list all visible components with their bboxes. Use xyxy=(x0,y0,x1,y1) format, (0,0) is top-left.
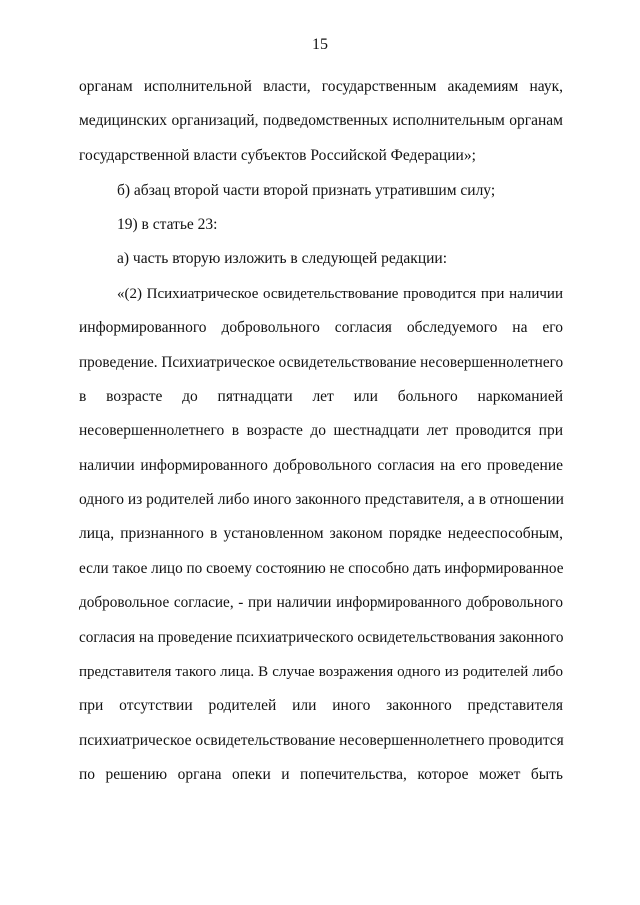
text-line: государственной власти субъектов Российской Федерации»; xyxy=(79,147,476,164)
page-number: 15 xyxy=(312,36,328,53)
text-line: информированного добровольного согласия обследуемого на его xyxy=(79,319,563,336)
text-line: согласия на проведение психиатрического освидетельствования законного xyxy=(79,629,564,646)
text-line: наличии информированного добровольного согласия на его проведение xyxy=(79,457,563,474)
text-line: представителя такого лица. В случае возражения одного из родителей либо xyxy=(79,664,563,680)
text-line: проведение. Психиатрическое освидетельствование несовершеннолетнего xyxy=(79,354,564,371)
text-line: если такое лицо по своему состоянию не способно дать информированное xyxy=(79,560,564,577)
text-line: одного из родителей либо иного законного представителя, а в отношении xyxy=(79,491,564,508)
text-line: медицинских организаций, подведомственных исполнительным органам xyxy=(79,112,563,129)
text-line: органам исполнительной власти, государственным академиям наук, xyxy=(79,78,563,95)
text-line: добровольное согласие, - при наличии информированного добровольного xyxy=(79,594,563,611)
text-line: в возрасте до пятнадцати лет или больного наркоманией xyxy=(79,388,563,405)
text-line: лица, признанного в установленном законом порядке недееспособным, xyxy=(79,525,563,542)
text-line: несовершеннолетнего в возрасте до шестнадцати лет проводится при xyxy=(79,422,563,439)
text-line: 19) в статье 23: xyxy=(117,216,218,233)
text-line: психиатрическое освидетельствование несовершеннолетнего проводится xyxy=(79,732,564,749)
text-line: по решению органа опеки и попечительства, которое может быть xyxy=(79,766,563,783)
text-line: а) часть вторую изложить в следующей редакции: xyxy=(117,250,448,267)
text-line: б) абзац второй части второй признать утратившим силу; xyxy=(117,182,496,199)
text-line: при отсутствии родителей или иного законного представителя xyxy=(79,697,563,714)
text-line: «(2) Психиатрическое освидетельствование проводится при наличии xyxy=(117,286,563,302)
